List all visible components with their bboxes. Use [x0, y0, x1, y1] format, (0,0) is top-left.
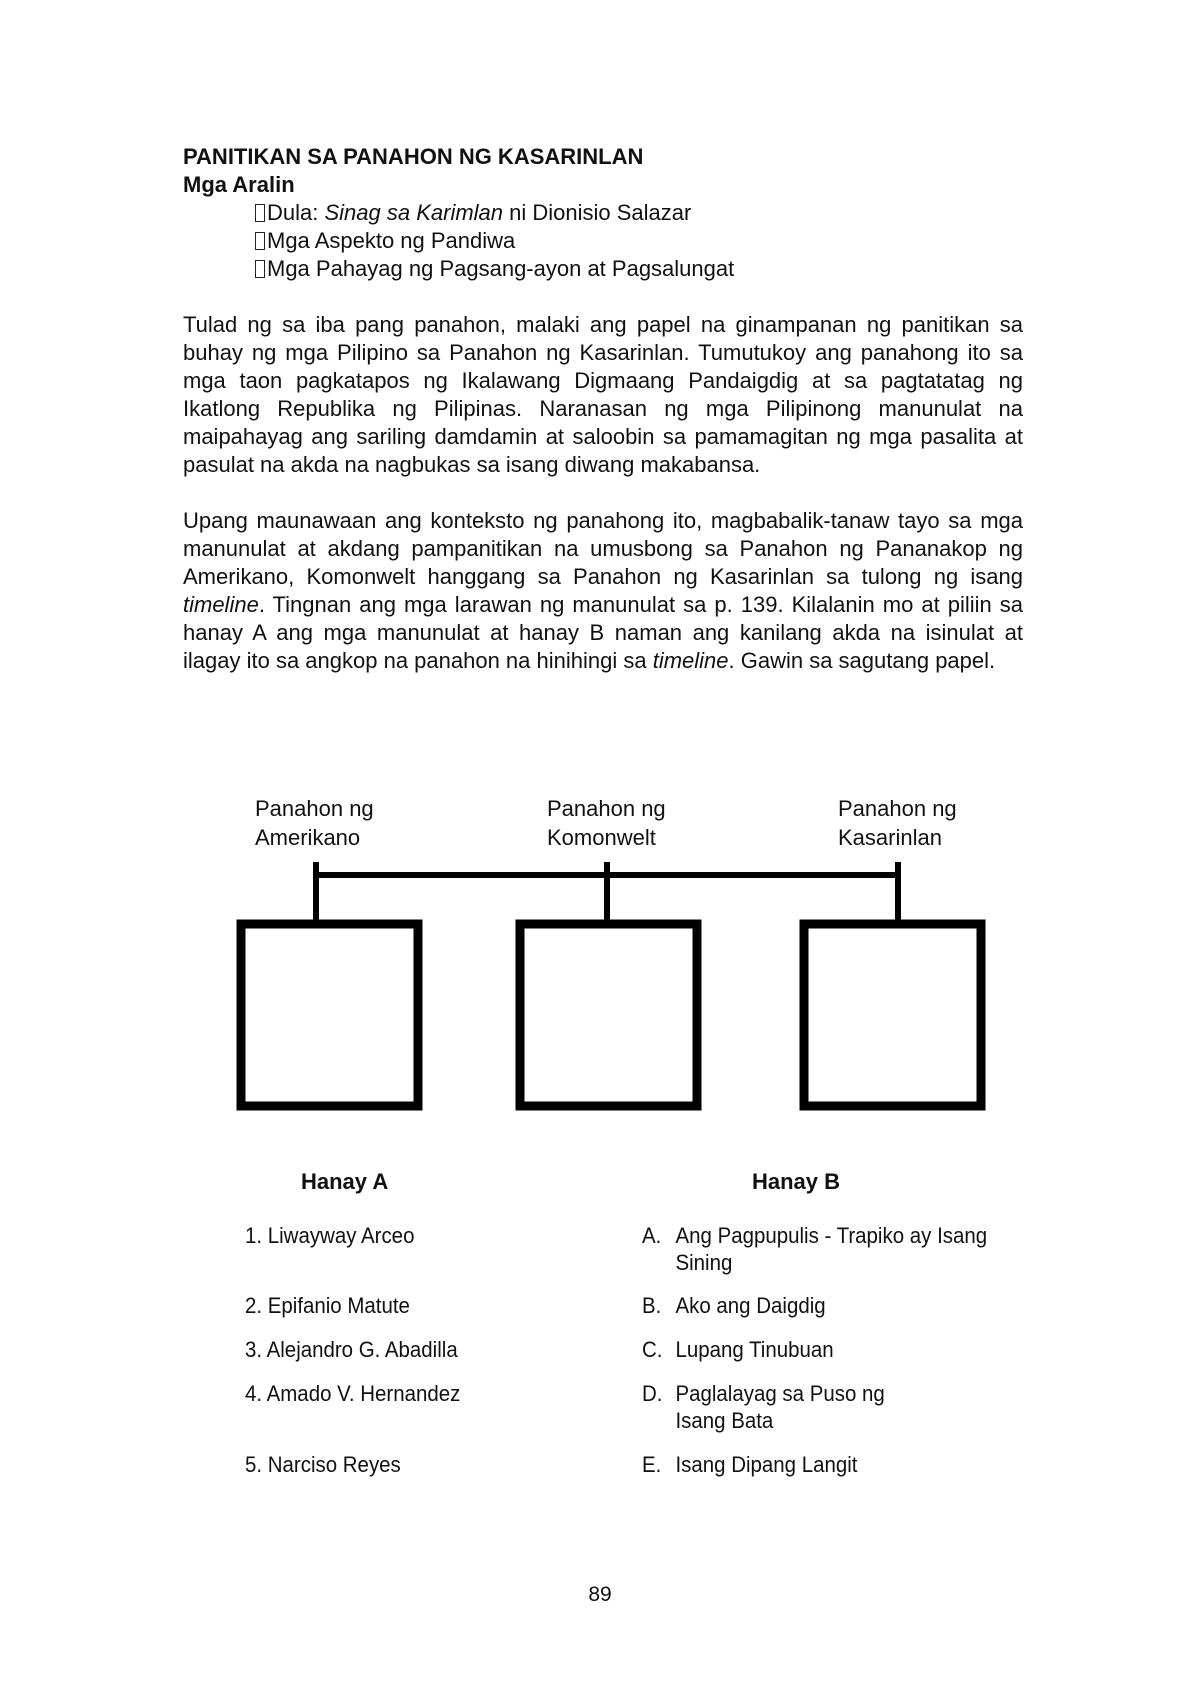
bullet-box-icon: [255, 232, 265, 250]
period-label-komonwelt: Panahon ng Komonwelt: [547, 796, 666, 850]
hanay-a-item: 4. Amado V. Hernandez: [245, 1381, 461, 1406]
hanay-a-item: 3. Alejandro G. Abadilla: [245, 1337, 458, 1362]
hanay-b-item: C. Lupang Tinubuan: [642, 1337, 834, 1362]
lesson-text: Dula:: [267, 200, 325, 225]
hanay-a-item: 5. Narciso Reyes: [245, 1452, 401, 1477]
hanay-a-item: 2. Epifanio Matute: [245, 1293, 410, 1318]
lesson-item: [255, 227, 1023, 255]
answer-box-kasarinlan: [804, 924, 981, 1106]
hanay-b-item: A. Ang Pagpupulis - Trapiko ay Isang Sining: [642, 1223, 988, 1275]
page-title: PANITIKAN SA PANAHON NG KASARINLAN: [183, 144, 644, 169]
hanay-b-item: D. Paglalayag sa Puso ng Isang Bata: [642, 1381, 885, 1433]
lesson-author: ni Dionisio Salazar: [503, 200, 692, 225]
lesson-item: [255, 255, 1023, 283]
answer-box-amerikano: [241, 924, 418, 1106]
lessons-list: [183, 199, 1023, 283]
page-number: 89: [588, 1583, 612, 1606]
lessons-heading: Mga Aralin: [183, 172, 295, 197]
answer-box-komonwelt: [520, 924, 697, 1106]
period-label-kasarinlan: Panahon ng Kasarinlan: [838, 796, 957, 850]
hanay-b-heading: Hanay B: [752, 1169, 841, 1194]
hanay-b-item: B. Ako ang Daigdig: [642, 1293, 826, 1318]
lesson-item: [255, 199, 1023, 227]
paragraph-instructions: Upang maunawaan ang konteksto ng panahong ito, magbabalik-tanaw tayo sa mga manunulat at akdang pampanitikan na umusbong sa Panahon ng Pananakop ng Amerikano, Komonwelt hanggang sa Panahon ng Kasarinlan sa tulong ng isang timeline. Tingnan ang mga larawan ng manunulat sa p. 139. Kilalanin mo at piliin sa hanay A ang mga manunulat at hanay B naman ang kanilang akda na isinulat at ilagay ito sa angkop na panahon na hinihingi sa timeline. Gawin sa sagutang papel.: [183, 508, 1023, 673]
lesson-title-italic: Sinag sa Karimlan: [324, 200, 504, 225]
paragraph-intro: Tulad ng sa iba pang panahon, malaki ang papel na ginampanan ng panitikan sa buhay ng mga Pilipino sa Panahon ng Kasarinlan. Tumutukoy ang panahong ito sa mga taon pagkatapos ng Ikalawang Digmaang Pandaigdig at sa pagtatatag ng Ikatlong Republika ng Pilipinas. Naranasan ng mga Pilipinong manunulat na maipahayag ang sariling damdamin at saloobin sa pamamagitan ng mga pasalita at pasulat na akda na nagbukas sa isang diwang makabansa.: [183, 312, 1023, 477]
hanay-a-item: 1. Liwayway Arceo: [245, 1223, 415, 1248]
bullet-box-icon: [255, 204, 265, 222]
hanay-a-heading: Hanay A: [301, 1169, 389, 1194]
period-label-amerikano: Panahon ng Amerikano: [255, 796, 374, 850]
lesson-text: Mga Aspekto ng Pandiwa: [267, 228, 516, 253]
hanay-b-item: E. Isang Dipang Langit: [642, 1452, 858, 1477]
lesson-text: Mga Pahayag ng Pagsang-ayon at Pagsalungat: [267, 256, 735, 281]
bullet-box-icon: [255, 260, 265, 278]
text-content: [183, 143, 1023, 675]
